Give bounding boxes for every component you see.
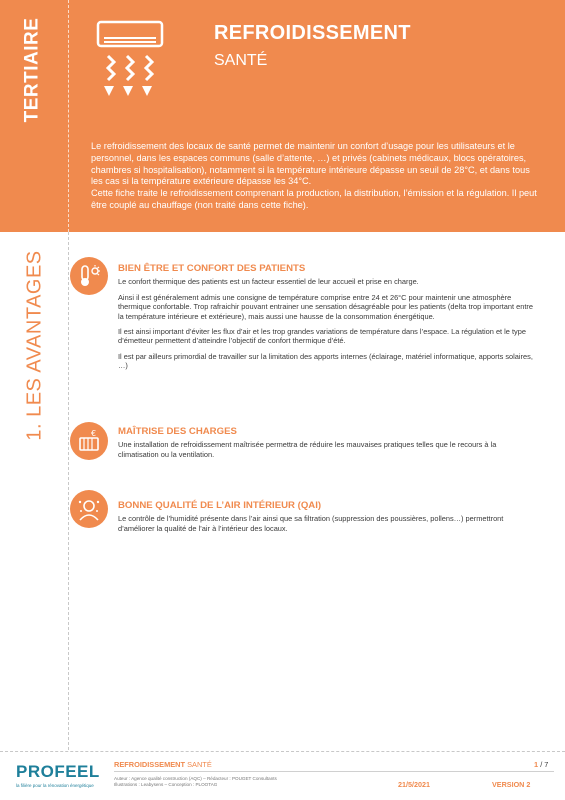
footer-rule — [114, 771, 554, 772]
page-number: 1 / 7 — [534, 760, 549, 769]
person-air-quality-icon — [70, 490, 108, 528]
header-divider — [68, 0, 70, 232]
intro-paragraph: Le refroidissement des locaux de santé permet de maintenir un confort d’usage pour les utilisateurs et le personnel, dans les espaces communs (salle d’attente, …) et privés (cabinets médicaux, blocs opératoires, chambres si hospitalisation), notamment si la température intérieure dépasse un seuil de 28°C, et dans tous les cas si la température extérieure dépasse les 34°C. — [91, 141, 530, 187]
intro-text — [91, 141, 543, 212]
page-subtitle: SANTÉ — [214, 52, 268, 69]
svg-text:€: € — [91, 429, 97, 438]
advantage-heading: BONNE QUALITÉ DE L’AIR INTÉRIEUR (QAI) — [118, 500, 322, 511]
footer-doc-title: REFROIDISSEMENT SANTÉ — [114, 760, 212, 769]
advantage-block — [118, 501, 538, 539]
intro-paragraph: Cette fiche traite le refroidissement comprenant la production, la distribution, l’émission et la régulation. Il peut être couplé au chauffage (non traité dans cette fiche). — [91, 188, 537, 210]
advantage-paragraph: Une installation de refroidissement maîtrisée permettra de réduire les mauvaises pratiques telles que le recours à la climatisation ou la ventilation. — [118, 440, 497, 459]
advantage-paragraph: Il est par ailleurs primordial de travailler sur la limitation des apports internes (éclairage, matériel informatique, apports solaires, …) — [118, 351, 533, 371]
thermometer-sun-icon — [70, 257, 108, 295]
footer-date: 21/5/2021 — [398, 780, 430, 789]
body-divider — [68, 232, 70, 750]
advantage-block — [118, 427, 538, 465]
logo-tagline: la filière pour la rénovation énergétique — [16, 783, 94, 788]
profeel-logo — [16, 762, 106, 796]
advantage-heading: MAÎTRISE DES CHARGES — [118, 426, 237, 437]
radiator-euro-icon — [70, 422, 108, 460]
advantage-paragraph: Il est ainsi important d’éviter les flux d’air et les trop grandes variations de température dans l’espace. La régulation et le type d’émetteur permettent d’atteindre l’objectif de confort thermique d’été. — [118, 327, 526, 346]
footer-credits: Auteur : Agence qualité construction (AQC) – Rédacteur : POUGET Consultants Illustrations : Leabysens – Conception : PLOOTAG — [114, 776, 277, 787]
air-conditioner-icon — [96, 20, 166, 103]
section-label: 1. LES AVANTAGES — [23, 249, 46, 441]
footer-version: VERSION 2 — [492, 780, 531, 789]
advantage-block — [118, 264, 538, 377]
page-title: REFROIDISSEMENT — [214, 22, 411, 44]
logo-text: PROFEEL — [16, 762, 100, 781]
category-tag: TERTIAIRE — [21, 17, 42, 123]
advantage-paragraph: Ainsi il est généralement admis une consigne de température comprise entre 24 et 26°C pour maintenir une atmosphère thermique confortable. Trop rafraichir pouvant entrainer une sensation désagréable pour les patients (delta trop important entre la température intérieure et extérieure), mais aussi une hausse de la consommation énergétique. — [118, 292, 533, 321]
advantage-paragraph: Le confort thermique des patients est un facteur essentiel de leur accueil et prise en charge. — [118, 277, 419, 287]
footer-divider — [0, 751, 565, 752]
advantage-heading: BIEN ÊTRE ET CONFORT DES PATIENTS — [118, 263, 306, 274]
advantage-paragraph: Le contrôle de l’humidité présente dans l’air ainsi que sa filtration (suppression des poussières, pollens…) permettront d’améliorer la qualité de l’air à l’intérieur des locaux. — [118, 514, 504, 533]
